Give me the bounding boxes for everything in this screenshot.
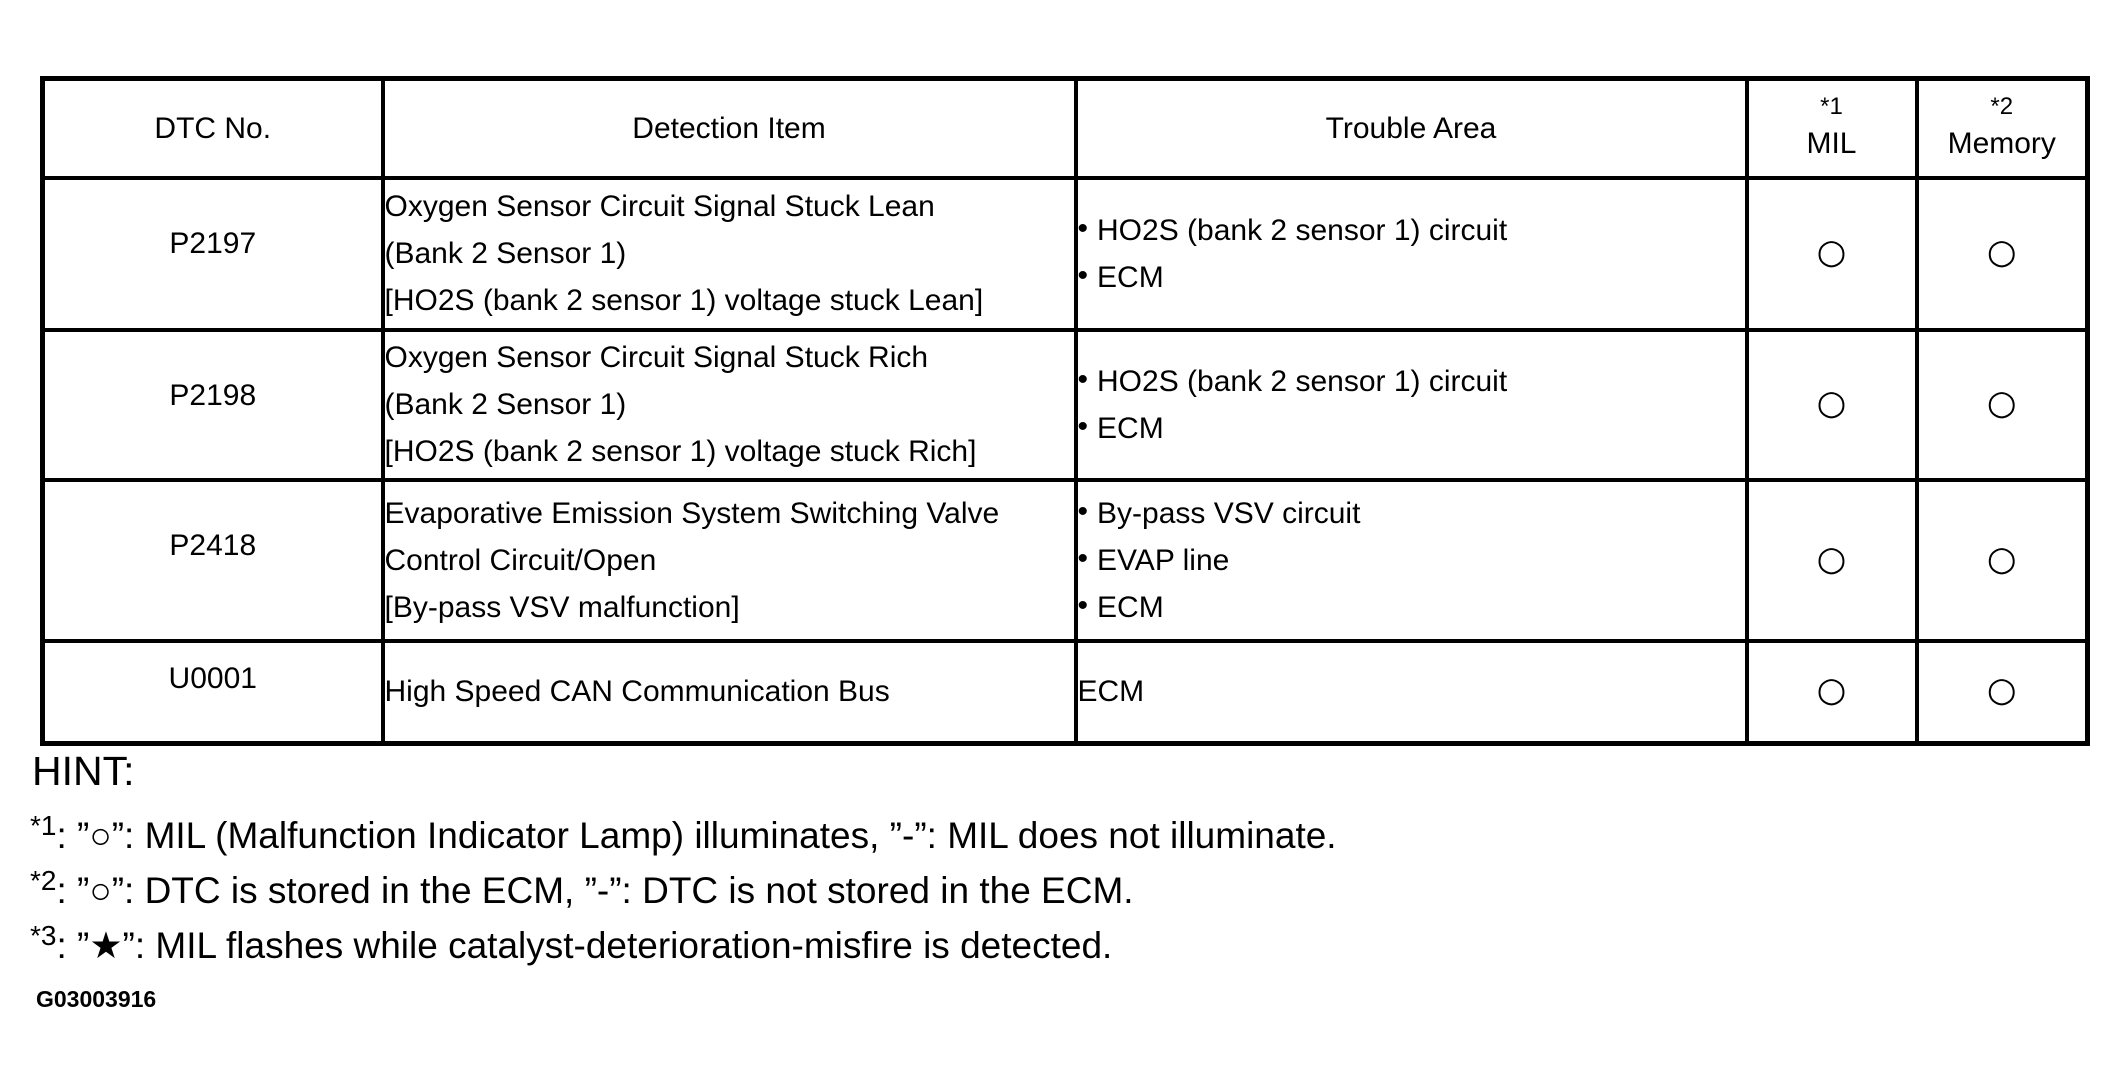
dtc-code: P2198 [169,378,257,412]
detection-line: [By-pass VSV malfunction] [384,590,740,624]
detection-line: [HO2S (bank 2 sensor 1) voltage stuck Lean] [384,284,984,317]
table-row-p2418 [43,480,2088,641]
mil-status-cell [1747,178,1917,330]
footnote-text: : ”○”: MIL (Malfunction Indicator Lamp) illuminates, ”-”: MIL does not illuminate. [56,815,1337,856]
detection-line: Evaporative Emission System Switching Valve [384,496,1000,530]
bullet-icon: • [1077,211,1089,245]
footnote-1 [30,798,1337,856]
trouble-item [1078,207,1745,254]
dtc-code: P2418 [169,528,257,562]
trouble-item-text: ECM [1077,675,1145,709]
detection-line: High Speed CAN Communication Bus [384,675,890,709]
trouble-item-text: ECM [1097,411,1164,445]
header-mil-label: MIL [1806,127,1857,161]
mil-footnote-ref: *1 [1820,93,1843,121]
header-trouble-area: Trouble Area [1076,79,1747,178]
detection-item-cell [383,480,1076,641]
detection-item-cell [383,330,1076,480]
trouble-area-cell [1076,330,1747,480]
footnote-text: : ”★”: MIL flashes while catalyst-deterioration-misfire is detected. [56,925,1113,966]
dtc-code-cell [43,178,383,330]
table-row-u0001 [43,641,2088,744]
trouble-item [1078,405,1745,452]
trouble-item-text: ECM [1097,260,1164,294]
trouble-item-text: HO2S (bank 2 sensor 1) circuit [1097,213,1508,247]
dtc-code: U0001 [168,661,257,695]
memory-status-cell [1917,480,2088,641]
footnote-text: : ”○”: DTC is stored in the ECM, ”-”: DTC is not stored in the ECM. [56,870,1134,911]
trouble-item [1078,358,1745,405]
table-header-row [43,79,2088,178]
memory-status-cell [1917,641,2088,744]
footnote-3 [30,908,1337,966]
detection-line: Oxygen Sensor Circuit Signal Stuck Lean [384,190,935,223]
memory-status-cell [1917,178,2088,330]
bullet-icon: • [1077,541,1089,575]
trouble-area-cell [1076,480,1747,641]
dtc-code: P2197 [169,226,257,260]
circle-icon: ○ [1816,538,1847,579]
circle-icon: ○ [1816,232,1847,272]
detection-line: (Bank 2 Sensor 1) [384,388,627,421]
detection-line: Oxygen Sensor Circuit Signal Stuck Rich [384,341,929,374]
memory-footnote-ref: *2 [1990,93,2014,121]
footnote-marker: *2 [30,865,57,896]
circle-icon: ○ [1816,383,1847,423]
header-detection-item: Detection Item [383,79,1076,178]
bullet-icon: • [1077,588,1089,622]
trouble-item-text: EVAP line [1097,543,1230,577]
detection-item-cell [383,178,1076,330]
circle-icon: ○ [1816,670,1847,711]
mil-status-cell [1747,641,1917,744]
hint-label: HINT: [32,748,135,794]
footnote-2 [30,853,1337,911]
detection-line: Control Circuit/Open [384,543,657,577]
header-memory [1917,79,2088,178]
trouble-item [1078,490,1745,537]
bullet-icon: • [1077,258,1089,292]
footnotes [30,798,1337,966]
mil-status-cell [1747,480,1917,641]
bullet-icon: • [1077,494,1089,528]
bullet-icon: • [1077,409,1089,443]
footnote-marker: *1 [30,810,57,841]
trouble-item-text: By-pass VSV circuit [1097,496,1361,530]
detection-line: (Bank 2 Sensor 1) [384,237,627,270]
footnote-marker: *3 [30,920,57,951]
circle-icon: ○ [1986,232,2017,272]
trouble-item-text: ECM [1097,590,1164,624]
table-row-p2198 [43,330,2088,480]
table-row-p2197 [43,178,2088,330]
header-dtc-no: DTC No. [43,79,383,178]
figure-id: G03003916 [36,986,157,1012]
dtc-code-cell [43,480,383,641]
circle-icon: ○ [1986,538,2017,579]
trouble-area-cell [1076,178,1747,330]
trouble-item [1078,584,1745,631]
circle-icon: ○ [1986,670,2017,711]
detection-line: [HO2S (bank 2 sensor 1) voltage stuck Rich] [384,435,977,468]
trouble-item [1078,668,1745,715]
circle-icon: ○ [1986,383,2017,423]
dtc-code-cell [43,641,383,744]
bullet-icon: • [1077,362,1089,396]
trouble-area-cell [1076,641,1747,744]
trouble-item [1078,254,1745,301]
trouble-item [1078,537,1745,584]
dtc-table [40,76,2090,746]
trouble-item-text: HO2S (bank 2 sensor 1) circuit [1097,364,1508,398]
header-mil [1747,79,1917,178]
mil-status-cell [1747,330,1917,480]
header-memory-label: Memory [1947,127,2056,161]
memory-status-cell [1917,330,2088,480]
dtc-code-cell [43,330,383,480]
detection-item-cell [383,641,1076,744]
